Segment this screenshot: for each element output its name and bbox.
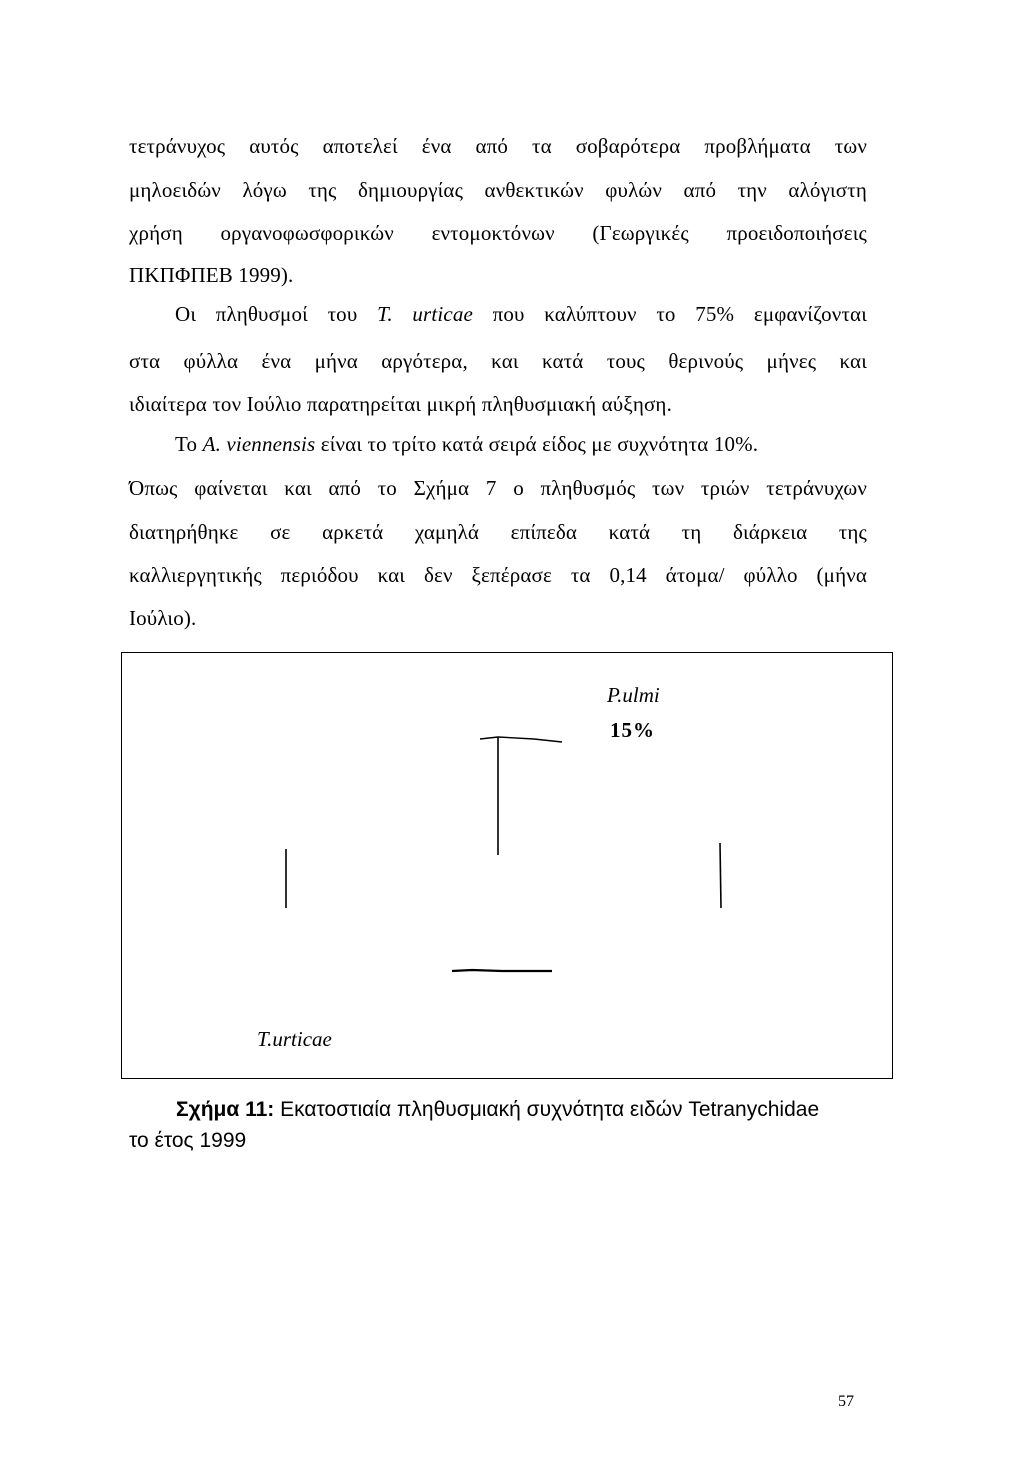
paragraph1-line3: χρήση οργανοφωσφορικών εντομοκτόνων (Γεωργικές προειδοποιήσεις [129, 221, 867, 245]
caption-label: Σχήμα 11: [176, 1098, 275, 1121]
pie-right-edge [720, 843, 721, 908]
paragraph2-line1-post: που καλύπτουν το 75% εμφανίζονται [472, 302, 867, 326]
leader-line-pulmi [480, 737, 562, 742]
paragraph3-line4: καλλιεργητικής περιόδου και δεν ξεπέρασε τα 0,14 άτομα/ φύλλο (μήνα [129, 563, 867, 587]
paragraph3-line2: Όπως φαίνεται και από το Σχήμα 7 ο πληθυσμός των τριών τετράνυχων [129, 476, 867, 500]
paragraph1-line2: μηλοειδών λόγω της δημιουργίας ανθεκτικών φυλών από την αλόγιστη [129, 178, 867, 202]
paragraph1-line4: ΠΚΠΦΠΕΒ 1999). [129, 263, 294, 287]
paragraph3-line3: διατηρήθηκε σε αρκετά χαμηλά επίπεδα κατά τη διάρκεια της [129, 520, 867, 544]
paragraph3-line1-pre: Το [175, 432, 203, 456]
figure-graphic [122, 653, 892, 1078]
paragraph3-line1-post: είναι το τρίτο κατά σειρά είδος με συχνότητα 10%. [315, 432, 759, 456]
caption-text: Εκατοστιαία πληθυσμιακή συχνότητα ειδών Tetranychidae [274, 1098, 820, 1121]
paragraph2-line2: στα φύλλα ένα μήνα αργότερα, και κατά τους θερινούς μήνες και [129, 349, 867, 373]
paragraph2-line3: ιδιαίτερα τον Ιούλιο παρατηρείται μικρή πληθυσμιακή αύξηση. [129, 392, 672, 416]
paragraph2-line1 [175, 300, 867, 328]
paragraph2-line1-pre: Οι πληθυσμοί του [175, 302, 378, 326]
paragraph3-line5: Ιούλιο). [129, 606, 197, 630]
figure-caption-line2: το έτος 1999 [129, 1129, 247, 1152]
paragraph1-line1: τετράνυχος αυτός αποτελεί ένα από τα σοβαρότερα προβλήματα των [129, 134, 867, 158]
pie-bottom-edge [452, 970, 552, 971]
figure-caption [176, 1096, 819, 1124]
label-p-ulmi-percent: 15% [610, 718, 655, 742]
label-p-ulmi: P.ulmi [607, 683, 660, 707]
species-a-viennensis: A. viennensis [202, 432, 316, 456]
paragraph3-line1 [175, 430, 758, 458]
species-t-urticae: T. urticae [377, 302, 473, 326]
figure-frame [121, 652, 893, 1079]
label-t-urticae: T.urticae [257, 1027, 332, 1051]
page-number: 57 [838, 1393, 854, 1410]
